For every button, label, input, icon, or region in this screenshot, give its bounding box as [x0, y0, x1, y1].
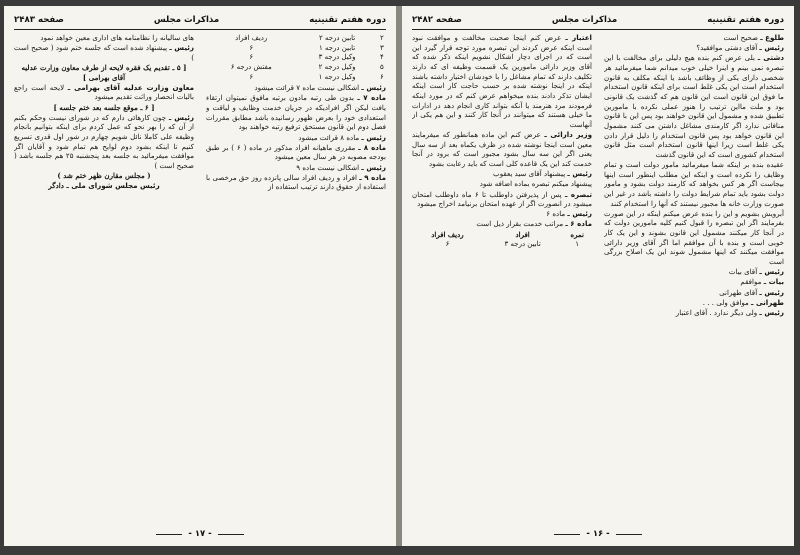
- table-cell: وکیل درجه ۲: [318, 62, 356, 71]
- speaker-name: تبصره ـ: [564, 189, 592, 199]
- speaker-name: رئیس ـ: [361, 83, 386, 93]
- right-page-left-col-paragraph: وزیر دارائی ـ عرض کنم این ماده همانطور که میفرمایند معین است اینجا نوشته شده در ظرف یکماه بعد از سه سال یعنی اگر این سه سال بشود مجبور است که برود در آنجا خدمت کند این یک قاعده کلی است که باید رعایت بشود: [412, 130, 592, 169]
- left-page-right-col-paragraph: ماده ۸ ـ مقرری ماهیانه افراد مذکور در ماده ( ۶ ) بر طبق بودجه مصوبه در هر سال معین میشود: [206, 142, 386, 162]
- speaker-name: طهرانی ـ: [751, 297, 784, 307]
- right-page-right-col-paragraph: دشتی ـ بلی عرض کنم بنده هیچ دلیلی برای مخالفت با این تبصره نمی بینم و اینرا خیلی خوب میدانم شما میفرمائید هر شخصی دارای یکی از وظائف باشد یا اینکه مکلف به قانون استخدام است این یکی غلط است برای اینکه قانون استخدام ما فوق این قانون است این قانون هم که گذشت یک قانونی بود و ملت مااین ترتیب را هنوز عملی نکرده با مامورین تطبیق شده و مشمول این قانون خواهند بود پس این با قانون منافاتی ندارد اگر کارمندی مشاغل داشتن می کنند مشمول این قانون خواهد بود پس قانون استخدام را دلیل قرار دادن یکی غلط است زیرا اینها قانون استخدام است مثل قانون استخدام کشوری است که این قانون گذشت: [604, 53, 784, 159]
- speaker-name: ماده ۷ ـ: [357, 93, 386, 103]
- right-page-left-col-paragraph: اعتبار ـ عرض کنم اینجا صحبت مخالفت و موافقت نبود است اینکه عرض کردند این تبصره مورد توجه قرار گیرد این است که در اجرای دچار اشکال نشویم اینکه ذکر شده که آقای وزیر دارائی مامورین یک قسمت وظیفه ای که دارند تکلیف دارند که تمام مشاغل را با خودشان اختیار داشته باشند اینکه در اینجا نوشته شده بر حسب حاجت کار است اینکه ایشان تذکر دادند بنده میخواهم عرض کنم که در مورد اینکه فرمودند مرد هنرمند یا آنکه بتواند کاری انجام دهد در ادارات ما خیلی هستند که میتوانند در آنجا کار کنند و این هم یکی از آنهاست: [412, 33, 592, 129]
- left-page-right-col-paragraph: رئیس ـ اشکالی نیست ماده ۹: [296, 162, 386, 172]
- table-cell: ۵: [379, 62, 384, 71]
- right-page-footer: [402, 528, 794, 540]
- right-header-rule: [412, 29, 784, 30]
- speaker-name: رئیس ـ: [567, 209, 592, 219]
- left-page-right-column: [206, 33, 386, 524]
- table-row: [206, 73, 386, 83]
- speaker-name: بیات ـ: [763, 277, 784, 287]
- left-page-left-col-paragraph: [ ۶ ـ موقع جلسه بعد ختم جلسه ]: [53, 102, 155, 112]
- table-cell: ۴: [379, 53, 384, 62]
- table-cell: ۶: [379, 72, 384, 81]
- speaker-name: رئیس ـ: [759, 287, 784, 297]
- right-page-left-col-paragraph: رئیس ـ پیشنهاد آقای سید یعقوب: [493, 169, 592, 179]
- left-page-left-col-paragraph: رئیس مجلس شورای ملی ـ دادگر: [48, 181, 160, 191]
- left-header-rule: [14, 29, 386, 30]
- speaker-name: رئیس ـ: [759, 307, 784, 317]
- left-page-header: [14, 12, 386, 28]
- right-page-left-column: [412, 33, 592, 524]
- left-page-footer: [4, 528, 396, 540]
- left-page-left-col-paragraph: های سالیانه را نظامنامه های اداری معین خواهد نمود: [40, 33, 194, 42]
- speaker-name: رئیس ـ: [759, 267, 784, 277]
- right-header-section: مذاکرات مجلس: [551, 15, 618, 25]
- left-page: [4, 6, 396, 546]
- left-page-left-col-paragraph: رئیس ـ پیشنهاد شده است که جلسه ختم شود ( صحیح است ): [14, 43, 194, 62]
- speaker-name: رئیس ـ: [169, 43, 194, 53]
- right-page-number: - ۱۶ -: [586, 529, 610, 539]
- speaker-name: رئیس ـ: [759, 43, 784, 53]
- table-cell: ۱: [575, 239, 580, 248]
- left-page-left-col-paragraph: ( مجلس مقارن ظهر ختم شد ): [57, 171, 151, 181]
- right-page-right-col-paragraph: رئیس ـ آقای طهرانی: [719, 287, 784, 297]
- right-page-right-col-paragraph: طلوع ـ صحیح است: [723, 33, 784, 42]
- table-cell: تابین درجه ۲: [318, 34, 356, 42]
- left-header-section: مذاکرات مجلس: [153, 15, 220, 25]
- right-page-left-col-paragraph: تبصره ـ پس از پذیرفتن داوطلب تا ۶ ماه داوطلب امتحان میشود در انصورت اگر از عهده امتحان برنیامد اخراج میشود: [412, 189, 592, 209]
- right-page-right-col-paragraph: رئیس ـ آقای دشتی موافقید؟: [696, 43, 784, 53]
- table-cell: ردیف افراد: [235, 34, 268, 42]
- speaker-name: رئیس ـ: [361, 132, 386, 142]
- table-header-cell: ردیف افراد: [431, 230, 464, 240]
- right-page-right-col-paragraph: آبرویش بشویم و این را بنده عرض میکنم اینکه در این صورت بفرمایند اگر این تبصره را قبول کنیم کلیه مامورین دولت که در آنجا کار میکنند مشمول این قانون بشوند و این یک کار خوبی است و بنده با آن موافقم اما اگر آقای وزیر دارائی موافقت میکنند که اینها مشمول شوند این یک اصلاح بزرگی است: [604, 208, 784, 267]
- speaker-name: اعتبار ـ: [565, 33, 592, 42]
- table-cell: تابین درجه ۳: [504, 239, 541, 248]
- right-page-left-col-paragraph: ماده ۶ ـ مراتب خدمت بقرار ذیل است: [476, 219, 592, 229]
- speaker-name: وزیر دارائی ـ: [544, 130, 592, 140]
- right-page-left-col-paragraph: پیشنهاد میکنم تبصره بماده اضافه شود: [479, 179, 592, 189]
- right-page-right-col-paragraph: طهرانی ـ موافق ولی . . .: [702, 297, 784, 307]
- right-page-right-col-paragraph: بیات ـ موافقم: [740, 277, 784, 287]
- speaker-name: رئیس مجلس شورای ملی ـ: [66, 181, 160, 191]
- right-page-body: [412, 33, 784, 524]
- rank-table-bottom: [412, 230, 592, 249]
- speaker-name: طلوع ـ: [760, 33, 784, 42]
- table-cell: تابین درجه ۱: [318, 43, 356, 52]
- table-row: [206, 34, 386, 44]
- table-cell: وکیل درجه ۱: [318, 72, 356, 81]
- right-header-session: دوره هفتم تقنینیه: [707, 15, 784, 25]
- left-page-right-col-paragraph: ماده ۹ ـ افراد و ردیف افراد سالی پانزده روز حق مرخصی با استفاده از حقوق دارند ترتیب استفاده از: [206, 172, 386, 192]
- table-row: [412, 240, 592, 250]
- table-cell: وکیل درجه ۳: [318, 53, 356, 62]
- table-cell: ۶: [249, 53, 254, 62]
- speaker-name: رئیس ـ: [168, 112, 194, 122]
- speaker-name: ماده ۹ ـ: [359, 172, 386, 182]
- right-page-header: [412, 12, 784, 28]
- table-cell: ۳: [379, 43, 384, 52]
- right-page-left-col-paragraph: رئیس ـ ماده ۶: [546, 209, 592, 219]
- table-row: [206, 53, 386, 63]
- table-cell: ۶: [445, 239, 450, 248]
- table-header-cell: نمره: [570, 230, 584, 240]
- right-page-right-column: [604, 33, 784, 524]
- left-page-number: - ۱۷ -: [188, 529, 212, 539]
- speaker-name: معاون وزارت عدلیه آقای بهرامی ـ: [67, 82, 194, 92]
- left-page-right-col-paragraph: رئیس ـ اشکالی نیست ماده ۷ قرائت میشود: [254, 83, 386, 93]
- right-header-page: صفحه ۲۴۸۲: [412, 15, 462, 25]
- right-page-right-col-paragraph: رئیس ـ ولی دیگر ندارد . آقای اعتبار: [675, 307, 784, 317]
- table-row: [206, 63, 386, 73]
- table-row: [206, 44, 386, 54]
- left-page-right-col-paragraph: ماده ۷ ـ بدون طی رتبه مادون برتبه مافوق نمیتوان ارتقاء یافت لیکن اگر افرادیکه در جریان خدمت وظایف و لیاقت و استعدادی خود را بعرض ظهور رسانیده باشد مطابق مقررات فصل دوم این قانون مستحق ترفیع رتبه خواهند بود: [206, 93, 386, 132]
- speaker-name: ماده ۸ ـ: [358, 142, 386, 152]
- rank-table-top: [206, 34, 386, 82]
- left-header-page: صفحه ۲۴۸۳: [14, 15, 64, 25]
- speaker-name: رئیس ـ: [567, 169, 592, 179]
- left-header-session: دوره هفتم تقنینیه: [309, 15, 386, 25]
- table-cell: ۶: [249, 43, 254, 52]
- speaker-name: ماده ۶ ـ: [565, 219, 592, 229]
- left-page-left-column: [14, 33, 194, 524]
- right-page-right-col-paragraph: رئیس ـ آقای بیات: [728, 267, 784, 277]
- left-page-left-col-paragraph: رئیس ـ چون کارهائی دارم که در شورای نیست وحکم بکنم از آن که را بهر نحو که عمل کردم برای اینکه بتوانیم بانجام وظیفه علی کاملا نائل شویم چهارم در شور اول قدری تسریع کنیم تا اینکه بشود دوم لوایح هم تمام شود و آقایان اگر موافقت میفرمائید به جلسه بعد پنجشنبه ۲۵ هم جلسه باشد ( صحیح است ): [14, 112, 194, 171]
- speaker-name: رئیس ـ: [361, 162, 386, 172]
- right-page-right-col-paragraph: عقیده بنده بر اینکه شما میفرمائید مامور دولت است و تمام وظایف را نکرده است و اینکه این مطلب اینطور است اینها بیجاست اگر هر کس بخواهد که کارمند دولت بشود و مامور دولت بشود باید تمام شرایط دولت را داشته باشد در غیر این صورت وزارت خانه ها مجبور نیستند که آنها را استخدام کنند: [604, 160, 784, 208]
- left-page-left-col-paragraph: معاون وزارت عدلیه آقای بهرامی ـ لایحه است راجع بالیات انحصار وراثت تقدیم میشود: [14, 82, 194, 102]
- table-cell: ۲: [379, 34, 384, 42]
- table-cell: مفتش درجه ۶: [230, 62, 272, 71]
- left-page-right-col-paragraph: رئیس ـ ماده ۸ قرائت میشود: [298, 132, 386, 142]
- left-page-left-col-paragraph: [ ۵ ـ تقدیم یک فقره لایحه از طرف معاون وزارت عدلیه آقای بهرامی ]: [21, 62, 187, 82]
- table-cell: ۶: [249, 72, 254, 81]
- right-page: [402, 6, 794, 546]
- table-header-cell: افراد: [515, 230, 530, 240]
- speaker-name: دشتی ـ: [757, 53, 784, 63]
- left-page-body: [14, 33, 386, 524]
